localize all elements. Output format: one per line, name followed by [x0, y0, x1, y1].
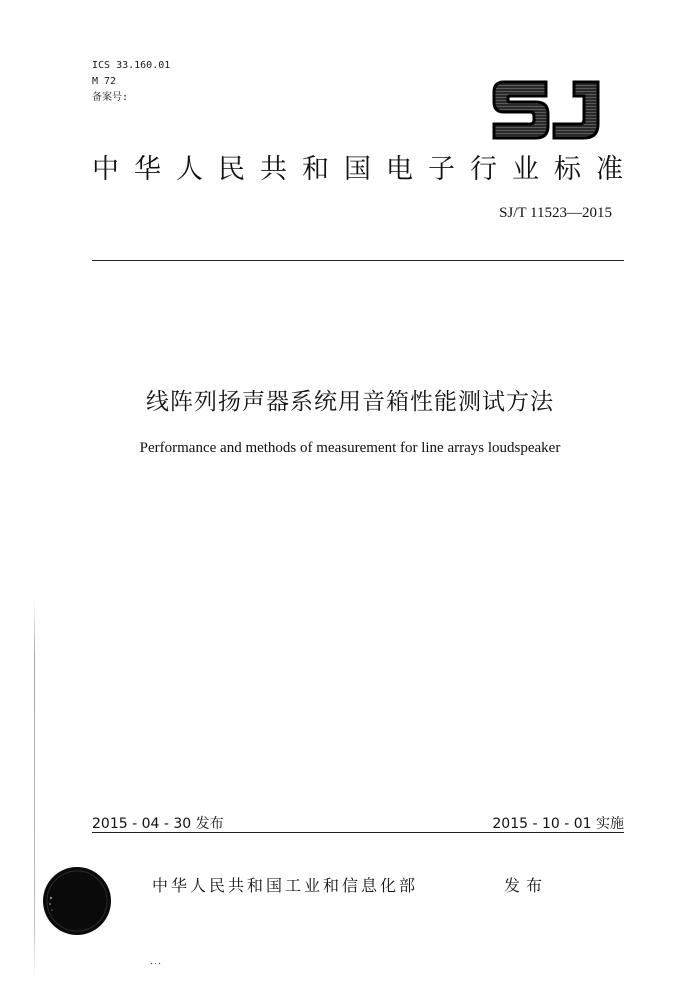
- record-number-label: 备案号:: [92, 92, 129, 103]
- issuing-ministry: 中华人民共和国工业和信息化部: [152, 876, 419, 895]
- classification-codes: [92, 58, 170, 106]
- issue-date: 2015 - 04 - 30 发布: [92, 816, 224, 832]
- scan-speck: [150, 962, 162, 965]
- standard-number: SJ/T 11523—2015: [499, 205, 612, 221]
- standard-title: 中华人民共和国电子行业标准: [92, 154, 638, 185]
- top-divider: [92, 260, 624, 261]
- ccs-code: M 72: [92, 76, 117, 87]
- sj-logo: [490, 76, 604, 144]
- official-seal: [42, 866, 112, 936]
- implementation-date: 2015 - 10 - 01 实施: [492, 816, 624, 832]
- document-title-en: Performance and methods of measurement for line arrays loudspeaker: [139, 440, 561, 456]
- ics-code: ICS 33.160.01: [92, 60, 171, 71]
- scan-edge-line: [34, 600, 35, 980]
- publish-label: 发布: [504, 876, 549, 895]
- document-title-cn: 线阵列扬声器系统用音箱性能测试方法: [146, 389, 554, 415]
- bottom-divider: [92, 832, 624, 833]
